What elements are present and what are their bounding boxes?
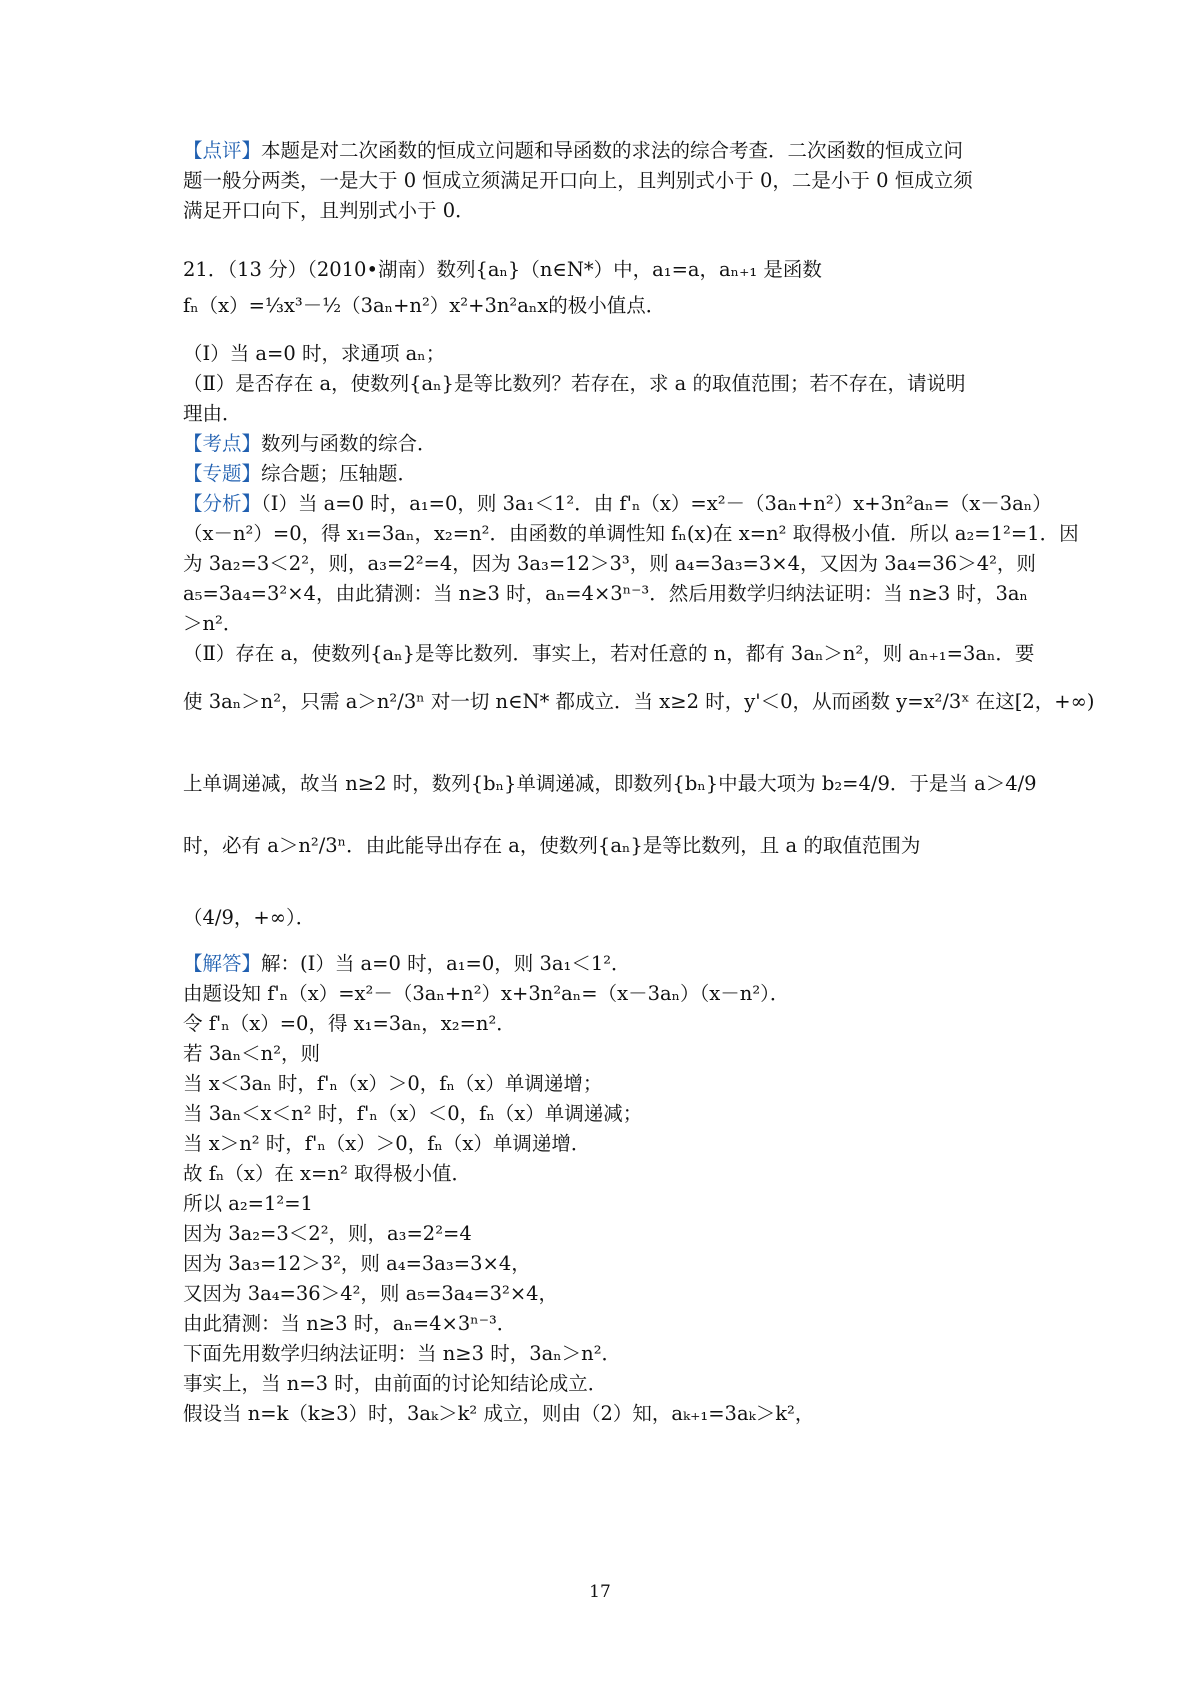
fenxi-line: 时，必有 a＞n²/3ⁿ．由此能导出存在 a，使数列{aₙ}是等比数列，且 a 的取值范围为 [183,834,921,857]
jieda-line: 由题设知 f'ₙ（x）=x²－（3aₙ+n²）x+3n²aₙ=（x－3aₙ）（x－n²）． [183,982,790,1005]
jieda-line: 当 x＜3aₙ 时，f'ₙ（x）＞0，fₙ（x）单调递增； [183,1072,603,1095]
zhuanti-tag: 【专题】 [183,462,262,485]
jieda-line: 令 f'ₙ（x）=0，得 x₁=3aₙ，x₂=n²． [183,1012,516,1035]
dianping-tag: 【点评】 [183,139,262,162]
dianping-line: 满足开口向下，且判别式小于 0． [183,199,475,222]
jieda-line: 事实上，当 n=3 时，由前面的讨论知结论成立． [183,1372,608,1395]
kaodian-line [183,430,1063,458]
zhuanti-line [183,460,1063,488]
fenxi-line: 为 3a₂=3＜2²，则，a₃=2²=4，因为 3a₃=12＞3³，则 a₄=3a₃=3×4，又因为 3a₄=36＞4²，则 [183,552,1036,575]
jieda-text: 解：(Ⅰ）当 a=0 时，a₁=0，则 3a₁＜1²． [261,952,631,975]
kaodian-tag: 【考点】 [183,432,262,455]
fenxi-line: 上单调递减，故当 n≥2 时，数列{bₙ}单调递减，即数列{bₙ}中最大项为 b₂=4/9．于是当 a＞4/9 [183,772,1037,795]
jieda-line: 当 3aₙ＜x＜n² 时，f'ₙ（x）＜0，fₙ（x）单调递减； [183,1102,643,1125]
jieda-line: 当 x＞n² 时，f'ₙ（x）＞0，fₙ（x）单调递增． [183,1132,591,1155]
jieda-line: 下面先用数学归纳法证明：当 n≥3 时，3aₙ＞n²． [183,1342,622,1365]
fenxi-line: ＞n²． [183,612,243,635]
fenxi-line [183,490,1063,518]
page-number: 17 [589,1582,611,1602]
question-intro: 21．（13 分）（2010•湖南）数列{aₙ}（n∈N*）中，a₁=a，aₙ₊₁ 是函数 [183,258,822,281]
fenxi-tag: 【分析】 [183,492,262,515]
jieda-line: 若 3aₙ＜n²，则 [183,1042,321,1065]
question-part-2: （Ⅱ）是否存在 a，使数列{aₙ}是等比数列？若存在，求 a 的取值范围；若不存在，请说明 [183,372,966,395]
jieda-tag: 【解答】 [183,952,262,975]
dianping-text: 本题是对二次函数的恒成立问题和导函数的求法的综合考查．二次函数的恒成立问 [261,139,964,162]
jieda-line: 所以 a₂=1²=1 [183,1192,313,1215]
question-formula: fₙ（x）=⅓x³－½（3aₙ+n²）x²+3n²aₙx的极小值点． [183,294,666,317]
jieda-line: 因为 3a₂=3＜2²，则，a₃=2²=4 [183,1222,472,1245]
kaodian-text: 数列与函数的综合． [261,432,437,455]
jieda-line [183,950,1063,978]
fenxi-line: a₅=3a₄=3²×4，由此猜测：当 n≥3 时，aₙ=4×3ⁿ⁻³．然后用数学归纳法证明：当 n≥3 时，3aₙ [183,582,1028,605]
zhuanti-text: 综合题；压轴题． [261,462,418,485]
jieda-line: 假设当 n=k（k≥3）时，3aₖ＞k² 成立，则由（2）知，aₖ₊₁=3aₖ＞k²， [183,1402,815,1425]
jieda-line: 又因为 3a₄=36＞4²，则 a₅=3a₄=3²×4， [183,1282,559,1305]
jieda-line: 由此猜测：当 n≥3 时，aₙ=4×3ⁿ⁻³． [183,1312,517,1335]
fenxi-line: （Ⅱ）存在 a，使数列{aₙ}是等比数列．事实上，若对任意的 n，都有 3aₙ＞n²，则 aₙ₊₁=3aₙ．要 [183,642,1035,665]
fenxi-line: 使 3aₙ＞n²，只需 a＞n²/3ⁿ 对一切 n∈N* 都成立．当 x≥2 时，y'＜0，从而函数 y=x²/3ˣ 在这[2，+∞) [183,690,1095,713]
question-part-1: （Ⅰ）当 a=0 时，求通项 aₙ； [183,342,446,365]
jieda-line: 故 fₙ（x）在 x=n² 取得极小值． [183,1162,471,1185]
question-part-2: 理由． [183,402,242,425]
dianping-line [183,137,1063,165]
jieda-line: 因为 3a₃=12＞3²，则 a₄=3a₃=3×4， [183,1252,531,1275]
fenxi-text: （Ⅰ）当 a=0 时，a₁=0，则 3a₁＜1²．由 f'ₙ（x）=x²－（3aₙ+n²）x+3n²aₙ=（x－3aₙ） [261,492,1052,515]
fenxi-line: （x－n²）=0，得 x₁=3aₙ，x₂=n²．由函数的单调性知 fₙ(x)在 x=n² 取得极小值．所以 a₂=1²=1．因 [183,522,1079,545]
dianping-line: 题一般分两类，一是大于 0 恒成立须满足开口向上，且判别式小于 0，二是小于 0 恒成立须 [183,169,973,192]
fenxi-line: （4/9，+∞）． [183,906,316,929]
